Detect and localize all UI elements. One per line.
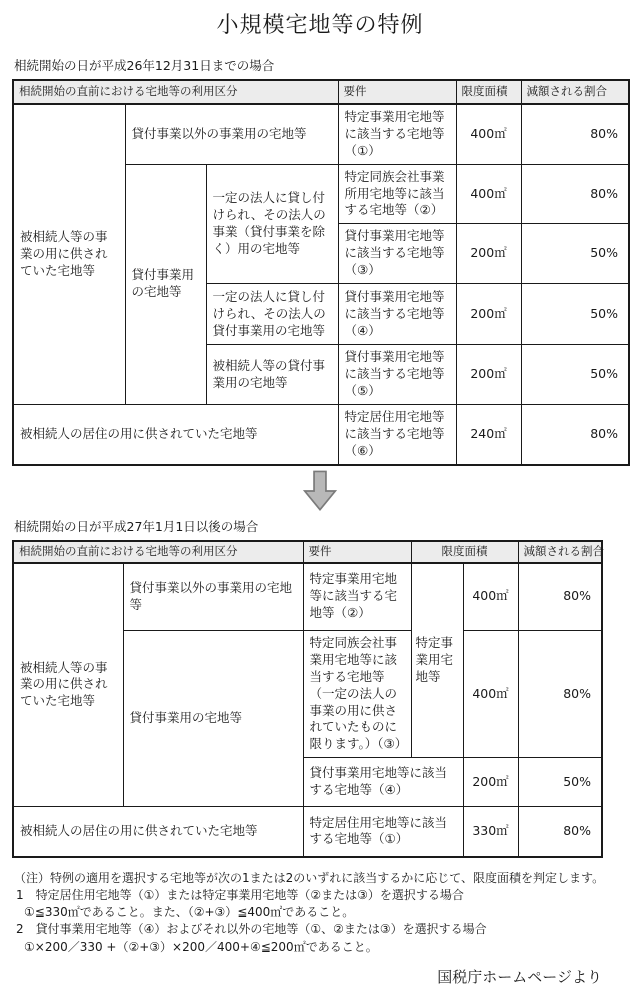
- reduction-rate-cell: 80%: [521, 104, 629, 164]
- header-max-area: 限度面積: [456, 80, 521, 104]
- max-area-cell: 400㎡: [463, 563, 518, 631]
- usage-corp-leased-business: 一定の法人に貸し付けられ、その法人の事業（貸付事業を除く）用の宅地等: [206, 164, 338, 284]
- note-item1-body: ①≦330㎡であること。また、（②+③）≦400㎡であること。: [24, 905, 355, 920]
- usage-non-rental-business: 貸付事業以外の事業用の宅地等: [123, 563, 303, 631]
- reduction-rate-cell: 80%: [521, 404, 629, 464]
- reduction-rate-cell: 80%: [518, 631, 602, 758]
- note-item2-body: ①×200／330 +（②+③）×200／400+④≦200㎡であること。: [24, 939, 378, 954]
- table-after-caption: 相続開始の日が平成27年1月1日以後の場合: [14, 518, 259, 534]
- note-item1-title: 1 特定居住用宅地等（①）または特定事業用宅地等（②または③）を選択する場合: [16, 887, 464, 902]
- table-after-2015: [12, 540, 603, 858]
- reduction-rate-cell: 80%: [521, 164, 629, 224]
- requirement-cell: 特定事業用宅地等に該当する宅地等（①）: [338, 104, 456, 164]
- source-attribution: 国税庁ホームページより: [437, 967, 602, 986]
- requirement-cell: 貸付事業用宅地等に該当する宅地等（⑤）: [338, 345, 456, 405]
- usage-decedent-rental: 被相続人等の貸付事業用の宅地等: [206, 345, 338, 405]
- max-area-cell: 330㎡: [463, 807, 518, 857]
- requirement-cell: 貸付事業用宅地等に該当する宅地等（③）: [338, 224, 456, 284]
- requirement-cell: 特定居住用宅地等に該当する宅地等（①）: [303, 807, 463, 857]
- header-requirement: 要件: [303, 541, 411, 563]
- reduction-rate-cell: 50%: [521, 224, 629, 284]
- max-area-cell: 400㎡: [456, 164, 521, 224]
- usage-rental-business-group: 貸付事業用の宅地等: [123, 631, 303, 807]
- usage-business-group: 被相続人等の事業の用に供されていた宅地等: [13, 563, 123, 807]
- header-usage: 相続開始の直前における宅地等の利用区分: [13, 80, 338, 104]
- max-area-cell: 400㎡: [463, 631, 518, 758]
- max-area-cell: 200㎡: [456, 284, 521, 345]
- usage-residence: 被相続人の居住の用に供されていた宅地等: [13, 807, 303, 857]
- reduction-rate-cell: 50%: [521, 284, 629, 345]
- requirement-cell: 特定同族会社事業所用宅地等に該当する宅地等（②）: [338, 164, 456, 224]
- header-reduction: 減額される割合: [518, 541, 602, 563]
- down-arrow-icon: [303, 470, 337, 512]
- max-area-cell: 200㎡: [456, 345, 521, 405]
- reduction-rate-cell: 80%: [518, 807, 602, 857]
- header-usage: 相続開始の直前における宅地等の利用区分: [13, 541, 303, 563]
- usage-corp-leased-rental: 一定の法人に貸し付けられ、その法人の貸付事業用の宅地等: [206, 284, 338, 345]
- reduction-rate-cell: 50%: [521, 345, 629, 405]
- table-before-caption: 相続開始の日が平成26年12月31日までの場合: [14, 58, 275, 73]
- requirement-cell: 特定事業用宅地等に該当する宅地等（②）: [303, 563, 411, 631]
- note-intro: （注）特例の適用を選択する宅地等が次の1または2のいずれに該当するかに応じて、限度面積を判定します。: [14, 870, 605, 885]
- max-area-cell: 240㎡: [456, 404, 521, 464]
- max-area-cell: 200㎡: [463, 758, 518, 807]
- usage-residence: 被相続人の居住の用に供されていた宅地等: [13, 404, 338, 464]
- footnotes: [14, 870, 640, 956]
- header-reduction: 減額される割合: [521, 80, 629, 104]
- usage-rental-business-group: 貸付事業用の宅地等: [125, 164, 206, 404]
- header-requirement: 要件: [338, 80, 456, 104]
- requirement-cell: 特定居住用宅地等に該当する宅地等（⑥）: [338, 404, 456, 464]
- header-max-area: 限度面積: [411, 541, 518, 563]
- transition-indicator: [0, 468, 640, 514]
- specified-business-group-cell: 特定事業用宅地等: [411, 563, 463, 758]
- usage-business-group: 被相続人等の事業の用に供されていた宅地等: [13, 104, 125, 404]
- requirement-cell: 貸付事業用宅地等に該当する宅地等（④）: [303, 758, 463, 807]
- max-area-cell: 200㎡: [456, 224, 521, 284]
- table-before-2015: [12, 79, 630, 466]
- requirement-cell: 貸付事業用宅地等に該当する宅地等（④）: [338, 284, 456, 345]
- usage-non-rental-business: 貸付事業以外の事業用の宅地等: [125, 104, 338, 164]
- document-page: [0, 8, 640, 986]
- reduction-rate-cell: 50%: [518, 758, 602, 807]
- reduction-rate-cell: 80%: [518, 563, 602, 631]
- max-area-cell: 400㎡: [456, 104, 521, 164]
- note-item2-title: 2 貸付事業用宅地等（④）およびそれ以外の宅地等（①、②または③）を選択する場合: [16, 922, 487, 937]
- requirement-cell: 特定同族会社事業用宅地等に該当する宅地等（一定の法人の事業の用に供されていたものに限ります。）（③）: [303, 631, 411, 758]
- page-title: 小規模宅地等の特例: [216, 13, 424, 38]
